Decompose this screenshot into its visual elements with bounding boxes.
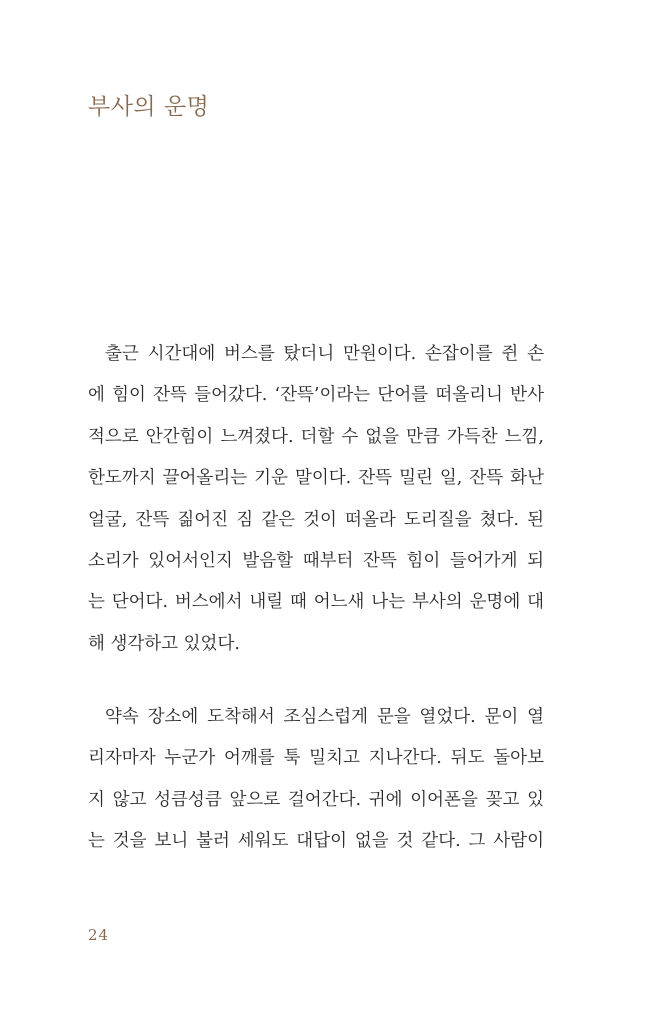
text-line: 적으로 안간힘이 느껴졌다. 더할 수 없을 만큼 가득찬 느낌, xyxy=(88,426,544,447)
text-line: 지 않고 성큼성큼 앞으로 걸어간다. 귀에 이어폰을 꽂고 있 xyxy=(88,789,544,810)
text-line: 리자마자 누군가 어깨를 툭 밀치고 지나간다. 뒤도 돌아보 xyxy=(88,748,544,769)
chapter-title: 부사의 운명 xyxy=(88,94,210,120)
text-line: 소리가 있어서인지 발음할 때부터 잔뜩 힘이 들어가게 되 xyxy=(88,550,544,571)
page-number: 24 xyxy=(88,926,110,944)
text-line: 는 단어다. 버스에서 내릴 때 어느새 나는 부사의 운명에 대 xyxy=(88,592,544,613)
text-line: 한도까지 끌어올리는 기운 말이다. 잔뜩 밀린 일, 잔뜩 화난 xyxy=(88,468,544,489)
text-line: 얼굴, 잔뜩 짊어진 짐 같은 것이 떠올라 도리질을 쳤다. 된 xyxy=(88,509,544,530)
text-line: 약속 장소에 도착해서 조심스럽게 문을 열었다. 문이 열 xyxy=(105,707,544,727)
text-line: 는 것을 보니 불러 세워도 대답이 없을 것 같다. 그 사람이 xyxy=(88,831,544,852)
text-line: 출근 시간대에 버스를 탔더니 만원이다. 손잡이를 쥔 손 xyxy=(105,344,544,364)
paragraph-2 xyxy=(88,697,544,863)
text-line: 에 힘이 잔뜩 들어갔다. ‘잔뜩’이라는 단어를 떠올리니 반사 xyxy=(88,385,544,406)
paragraph-1 xyxy=(88,334,544,665)
text-line: 해 생각하고 있었다. xyxy=(88,633,240,654)
